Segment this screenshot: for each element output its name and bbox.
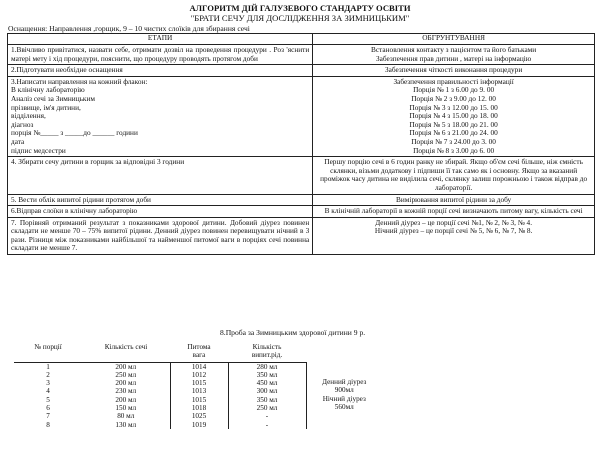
cell: 1015 — [170, 379, 228, 387]
cell: 80 мл — [117, 412, 135, 421]
cell: 2 — [46, 370, 50, 379]
proba-header-row — [14, 341, 382, 362]
step-line: порція №_____ з _____до ______ години — [11, 128, 138, 138]
step-line: підпис медсестри — [11, 145, 66, 155]
cell: 250 мл — [228, 404, 306, 412]
cell: 300 мл — [228, 387, 306, 395]
cell: - — [228, 412, 306, 420]
step-5-reason: Вимірювання випитої рідини за добу — [313, 194, 595, 206]
cell: 7 — [46, 412, 50, 421]
cell: 1014 — [170, 362, 228, 371]
cell: 1013 — [170, 387, 228, 395]
cell: 5 — [46, 395, 50, 404]
cell: 1012 — [170, 371, 228, 379]
cell: 8 — [46, 420, 50, 429]
step-line: діагноз — [11, 119, 34, 129]
reason-line: Встановлення контакту з пацієнтом та його батьками — [371, 45, 537, 54]
step-line: В клінічну лабораторію — [11, 85, 85, 95]
table-row — [14, 362, 382, 371]
cell: 200 мл — [115, 395, 137, 404]
page-title: АЛГОРИТМ ДІЙ ГАЛУЗЕВОГО СТАНДАРТУ ОСВІТИ — [189, 3, 411, 13]
step-1-text: 1.Ввічливо привітатися, назвати себе, отримати дозвіл на проведення процедури . Роз 'яснити матері мету і хід процедури, пояснити, що процедуру проводять протягом доби — [8, 45, 313, 65]
cell: 150 мл — [115, 404, 137, 413]
summary-line: Денний діурез — [322, 378, 367, 387]
step-3-reason — [313, 76, 595, 156]
page-subtitle: "БРАТИ СЕЧУ ДЛЯ ДОСЛІДЖЕННЯ ЗА ЗИМНИЦЬКИМ" — [190, 13, 410, 23]
cell: 6 — [46, 404, 50, 413]
step-4-text: 4. Збирати сечу дитини в горщик за відповідні 3 години — [8, 157, 313, 194]
step-2-text: 2.Підготувати необхідне оснащення — [8, 65, 313, 77]
cell: 230 мл — [115, 387, 137, 396]
cell: - — [228, 421, 306, 429]
reason-line: Забезпечення правильності інформації — [393, 76, 514, 86]
cell: 130 мл — [115, 420, 137, 429]
step-3-text — [8, 76, 313, 156]
cell: 450 мл — [228, 379, 306, 387]
table-row — [8, 65, 595, 77]
table-row — [8, 76, 595, 156]
equipment-line: Оснащення: Направлення ,горщик, 9 – 10 чистих слоїків для збирання сечі — [8, 24, 250, 33]
cell: 3 — [46, 379, 50, 388]
step-6-text: 6.Відправ слоїки в клінічну лабораторію — [8, 206, 313, 218]
step-line: Аналіз сечі за Зимницьким — [11, 93, 95, 103]
summary-line: 900мл — [334, 386, 354, 395]
specific-gravity-header — [170, 341, 228, 362]
algorithm-table — [7, 33, 595, 255]
step-5-text: 5. Вести облік випитої рідини протягом доби — [8, 194, 313, 206]
fluid-intake-header-text: Кількість випит.рід. — [251, 343, 283, 360]
cell: 1015 — [170, 396, 228, 404]
summary-line: Нічний діурез — [322, 394, 366, 403]
step-4-reason: Першу порцію сечі в 6 годин ранку не збирай. Якщо об'єм сечі більше, ніж ємність склянки, візьми додаткову і підпиши її так само як і основну. Якщо за вказаний проміжок часу дитина не виділила сечі, склянку залиш порожньою і також відправ до лабораторії. — [313, 157, 595, 194]
diuresis-summary — [306, 362, 382, 429]
table-row — [8, 217, 595, 254]
portion-line: Порція № 1 з 6.00 до 9. 00 — [413, 85, 495, 95]
table-row — [8, 157, 595, 194]
step-7-text: 7. Порівняй отриманий результат з показниками здорової дитини. Добовий діурез повинен складати не менше 70 – 75% випитої рідини. Денний діурез повинен перевищувати нічний в 3 рази. Різниця між показниками найбільшої та найменшої питомої ваги в порціях сечі повинна складати не менше 7. — [8, 217, 313, 254]
portion-number-header: № порції — [14, 341, 82, 362]
summary-line: 560мл — [334, 402, 354, 411]
cell: 1019 — [170, 421, 228, 429]
cell: 250 мл — [115, 370, 137, 379]
cell: 1018 — [170, 404, 228, 412]
reason-line: Нічний діурез – це порції сечі № 5, № 6, № 7, № 8. — [374, 226, 533, 236]
portion-line: Порція № 4 з 15.00 до 18. 00 — [409, 111, 498, 121]
urine-amount-header: Кількість сечі — [82, 341, 170, 362]
cell: 200 мл — [115, 379, 137, 388]
step-line: 3.Написати направлення на кожний флакон: — [11, 76, 148, 86]
summary-header — [306, 341, 382, 362]
cell: 200 мл — [115, 362, 137, 371]
fluid-intake-header — [228, 341, 306, 362]
step-line: дата — [11, 136, 25, 146]
portion-line: Порція № 6 з 21.00 до 24. 00 — [409, 128, 498, 138]
cell: 350 мл — [228, 371, 306, 379]
cell: 4 — [46, 387, 50, 396]
table-row — [8, 206, 595, 218]
portion-line: Порція № 5 з 18.00 до 21. 00 — [409, 119, 498, 129]
portion-line: Порція № 3 з 12.00 до 15. 00 — [409, 102, 498, 112]
cell: 350 мл — [228, 396, 306, 404]
reasons-header: ОБГРУНТУВАННЯ — [313, 34, 595, 45]
table-row — [8, 194, 595, 206]
step-line: прізвище, ім'я дитини, — [11, 102, 81, 112]
proba-table — [14, 341, 382, 429]
portion-line: Порція № 8 з 3.00 до 6. 00 — [413, 145, 495, 155]
portion-line: Порція № 2 з 9.00 до 12. 00 — [411, 93, 496, 103]
proba-title: 8.Проба за Зимницьким здорової дитини 9 р. — [220, 328, 366, 337]
step-1-reason — [313, 45, 595, 65]
step-line: відділення, — [11, 111, 46, 121]
specific-gravity-header-text: Питома вага — [187, 343, 211, 360]
reason-line: Забезпечення прав дитини , матері на інформацію — [376, 53, 532, 63]
portion-line: Порція № 7 з 24.00 до 3. 00 — [411, 136, 496, 146]
reason-line: Денний діурез – це порції сечі №1, № 2, № 3, № 4. — [375, 217, 533, 227]
step-7-reason — [313, 217, 595, 254]
cell: 1025 — [170, 412, 228, 420]
table-header-row — [8, 34, 595, 45]
table-row — [8, 45, 595, 65]
cell: 1 — [46, 362, 50, 371]
step-6-reason: В клінічній лабораторії в кожній порції сечі визначають питому вагу, кількість сечі — [313, 206, 595, 218]
cell: 280 мл — [228, 362, 306, 371]
stages-header: ЕТАПИ — [8, 34, 313, 45]
step-2-reason: Забезпечення чіткості виконання процедури — [313, 65, 595, 77]
